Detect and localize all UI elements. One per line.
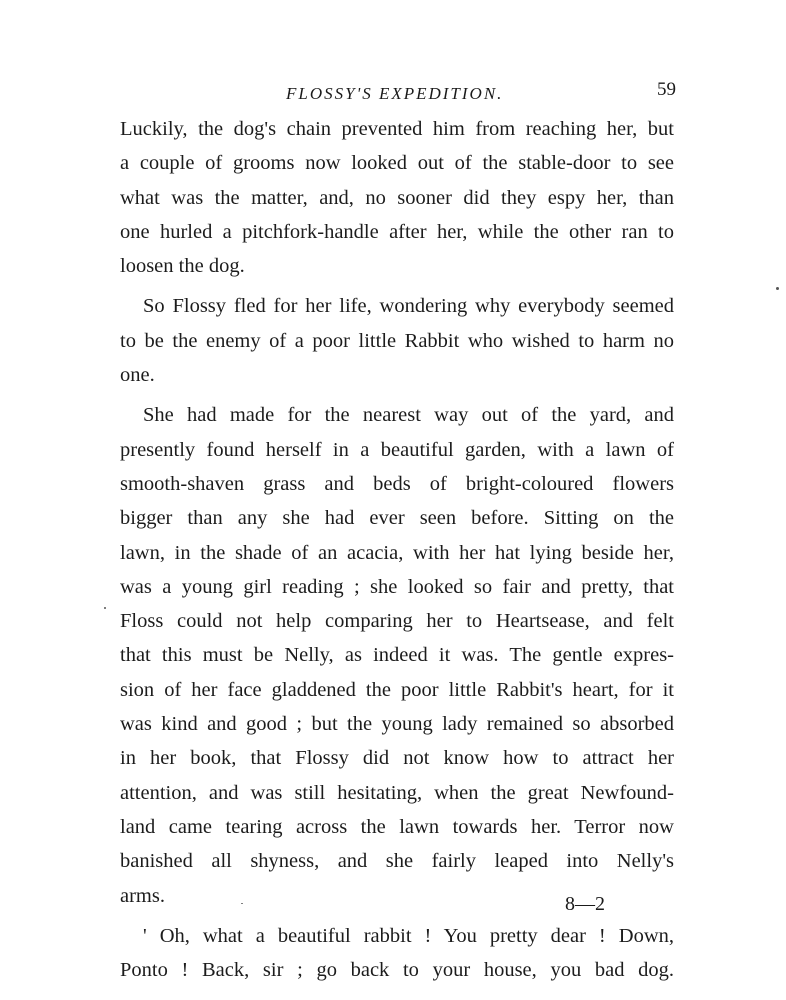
text-line: a couple of grooms now looked out of the stable-door to see — [120, 152, 674, 175]
running-title: FLOSSY'S EXPEDITION. — [286, 84, 504, 103]
text-line: smooth-shaven grass and beds of bright-coloured flowers — [120, 472, 674, 495]
text-line: Luckily, the dog's chain prevented him from reaching her, but — [120, 118, 674, 140]
paragraph-3 — [120, 398, 674, 912]
body-text — [120, 112, 674, 993]
paragraph-4 — [120, 919, 674, 988]
paper-speck — [776, 287, 779, 290]
text-line: was kind and good ; but the young lady remained so absorbed — [120, 713, 674, 736]
running-head — [0, 79, 786, 108]
text-line: She had made for the nearest way out of the yard, and — [143, 404, 674, 427]
text-line: Floss could not help comparing her to Heartsease, and felt — [120, 610, 674, 633]
text-line: that this must be Nelly, as indeed it was. The gentle expres- — [120, 644, 674, 667]
text-line: in her book, that Flossy did not know how to attract her — [120, 747, 674, 770]
text-line: land came tearing across the lawn towards her. Terror now — [120, 815, 674, 838]
text-line: one. — [120, 364, 155, 387]
text-line: attention, and was still hesitating, when the great Newfound- — [120, 781, 674, 804]
text-line: one hurled a pitchfork-handle after her, while the other ran to — [120, 220, 674, 243]
text-line: banished all shyness, and she fairly leaped into Nelly's — [120, 850, 674, 873]
text-line: arms. — [120, 884, 165, 907]
paragraph-1 — [120, 112, 674, 283]
page-number: 59 — [657, 79, 676, 100]
paragraph-2 — [120, 289, 674, 392]
text-line: loosen the dog. — [120, 255, 245, 278]
text-line: was a young girl reading ; she looked so fair and pretty, that — [120, 575, 674, 598]
paper-speck — [241, 903, 243, 904]
text-line: lawn, in the shade of an acacia, with her hat lying beside her, — [120, 541, 674, 564]
paper-speck — [104, 607, 106, 609]
text-line: bigger than any she had ever seen before. Sitting on the — [120, 507, 674, 530]
signature-mark: 8—2 — [565, 893, 605, 915]
text-line: what was the matter, and, no sooner did they espy her, than — [120, 186, 674, 209]
text-line: to be the enemy of a poor little Rabbit who wished to harm no — [120, 329, 674, 352]
text-line: ' Oh, what a beautiful rabbit ! You pretty dear ! Down, — [143, 924, 674, 947]
text-line: So Flossy fled for her life, wondering why everybody seemed — [143, 295, 674, 318]
text-line: Ponto ! Back, sir ; go back to your house, you bad dog. — [120, 959, 674, 982]
text-line: presently found herself in a beautiful garden, with a lawn of — [120, 438, 674, 461]
text-line: sion of her face gladdened the poor little Rabbit's heart, for it — [120, 678, 674, 701]
